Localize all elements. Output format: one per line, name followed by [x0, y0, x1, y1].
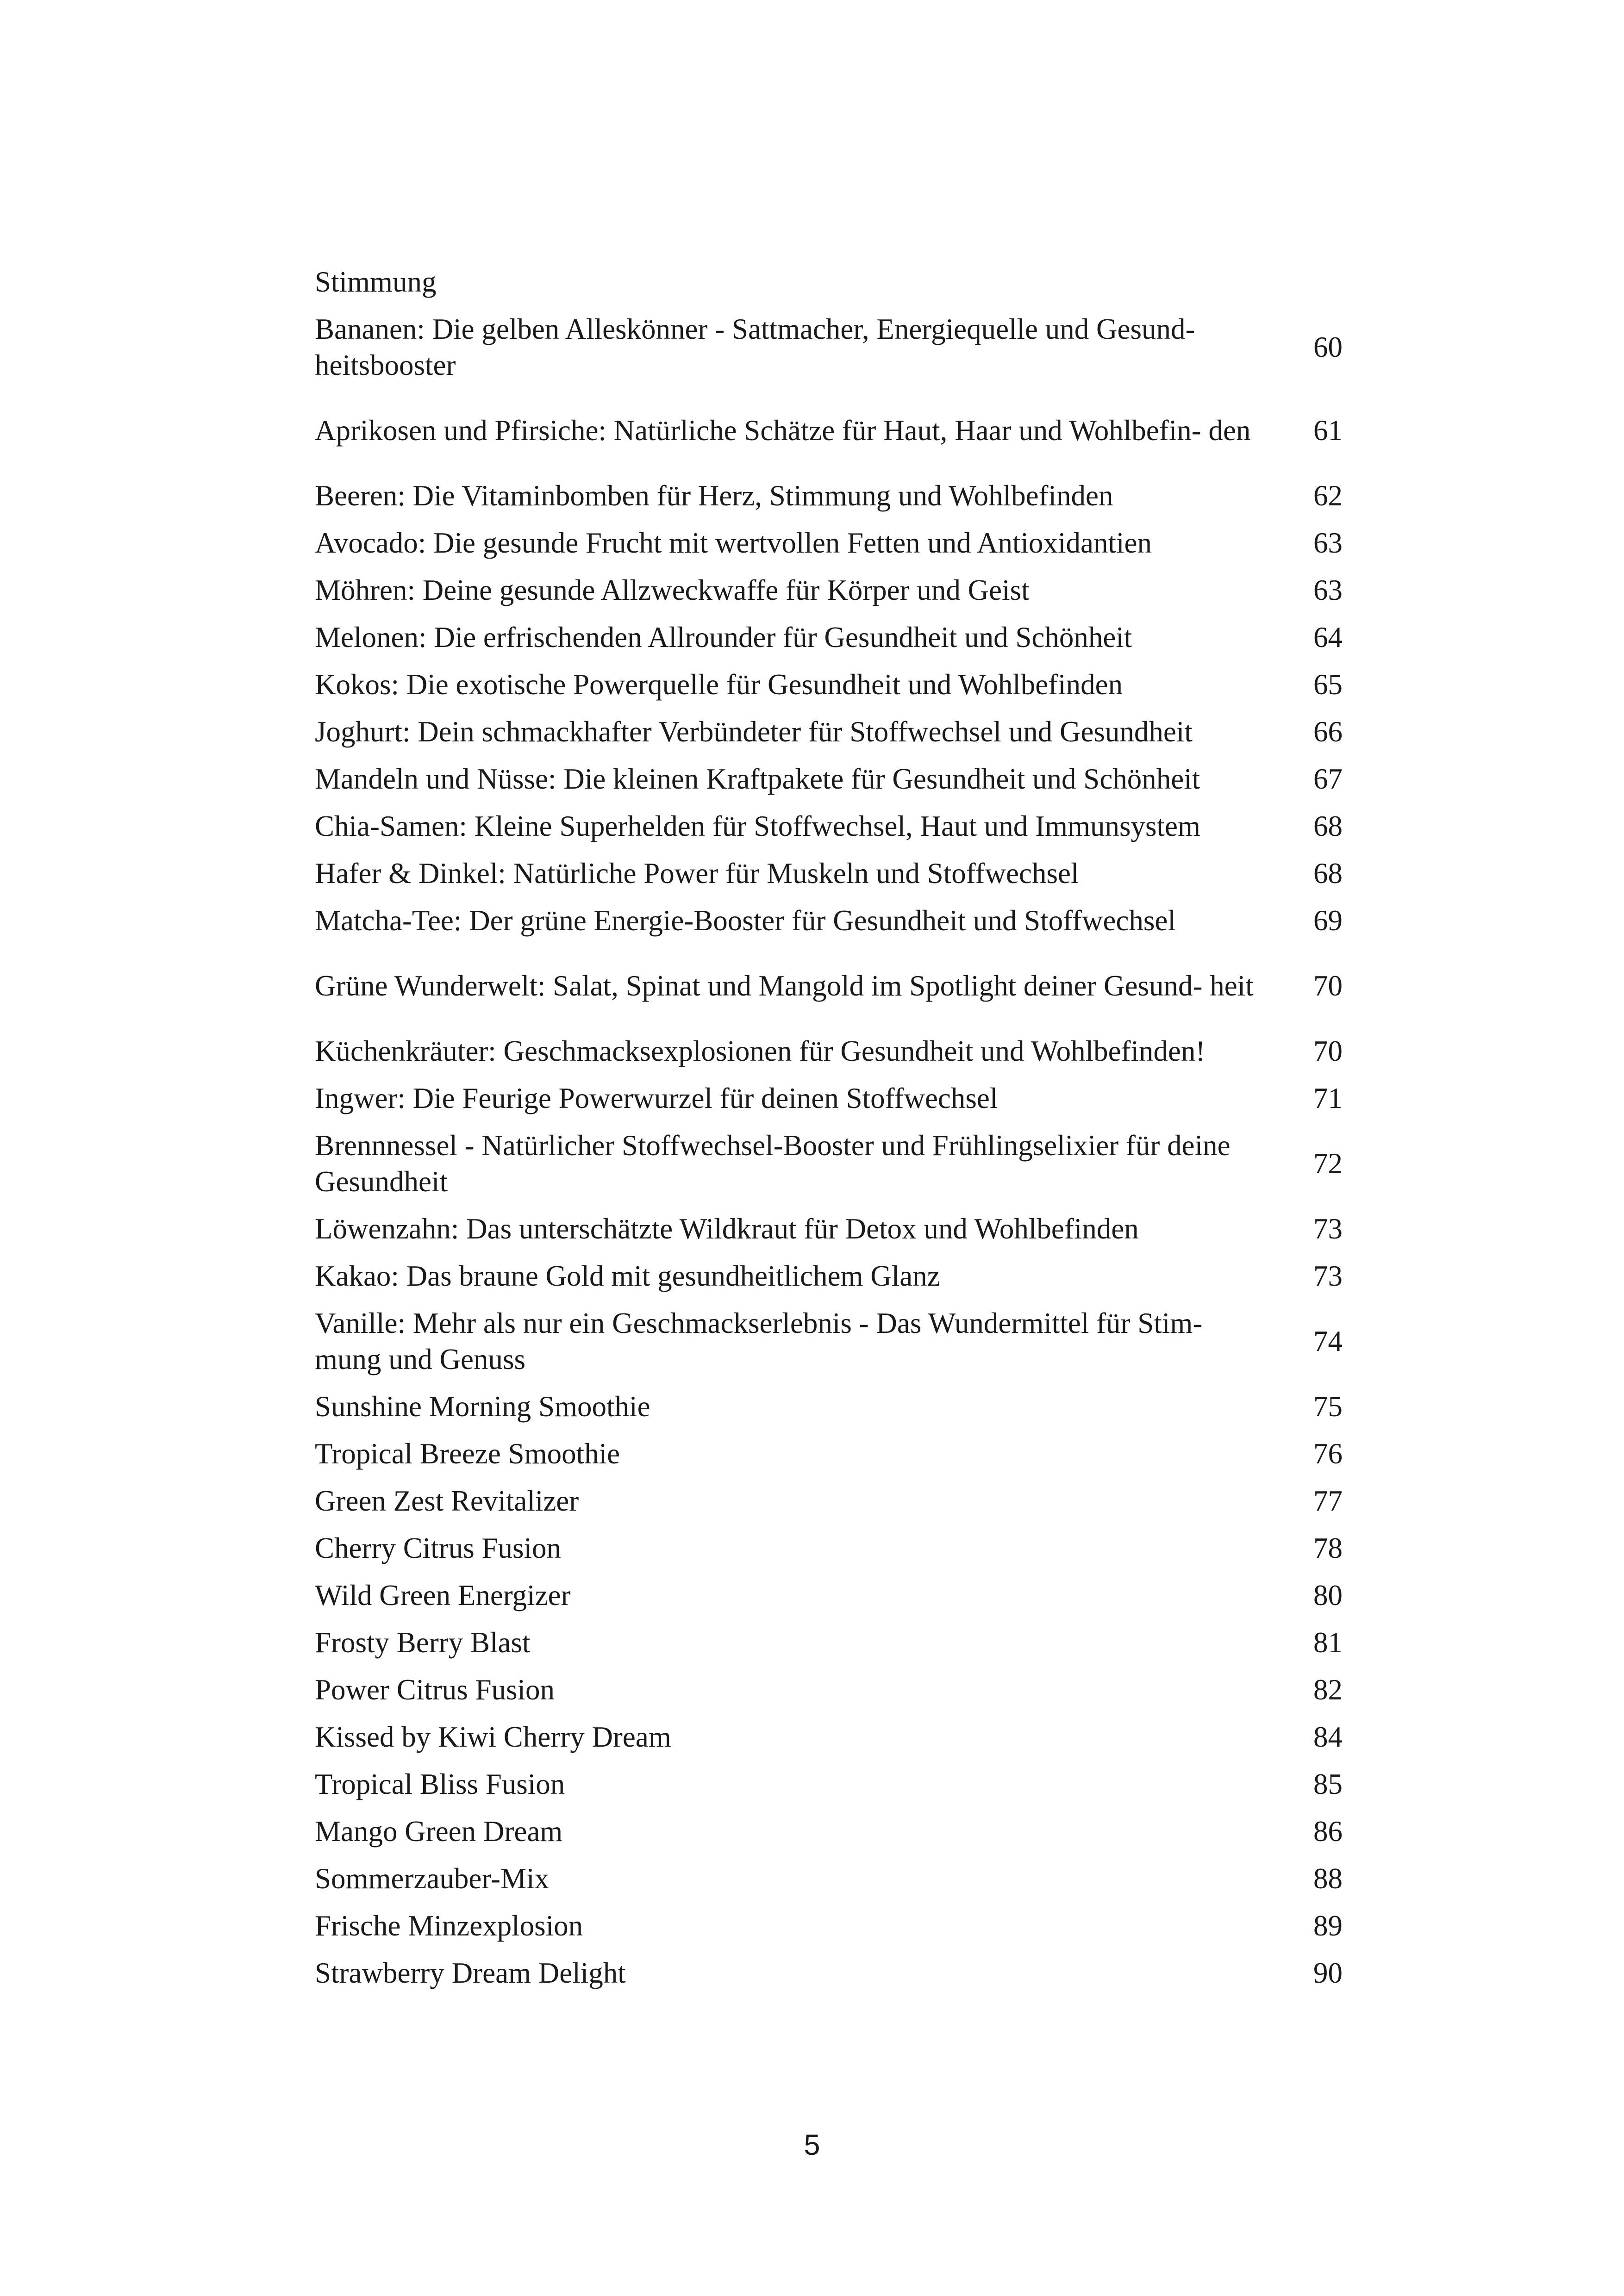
toc-entry-title: Küchenkräuter: Geschmacksexplosionen für Gesundheit und Wohlbefinden!	[315, 1035, 1206, 1067]
toc-entry	[315, 1258, 1343, 1294]
toc-entry	[315, 619, 1343, 655]
toc-entry	[315, 902, 1343, 939]
toc-entry-page: 81	[1313, 1626, 1343, 1659]
toc-entry-title: Hafer & Dinkel: Natürliche Power für Muskeln und Stoffwechsel	[315, 857, 1079, 890]
toc-entry-title: Ingwer: Die Feurige Powerwurzel für deinen Stoffwechsel	[315, 1082, 998, 1114]
toc-entry-title: Vanille: Mehr als nur ein Geschmackserlebnis - Das Wundermittel für Stim- mung und Genuss	[315, 1307, 1203, 1375]
toc-entry	[315, 1127, 1343, 1200]
toc-entry-page: 86	[1313, 1815, 1343, 1848]
toc-entry-title: Grüne Wunderwelt: Salat, Spinat und Mangold im Spotlight deiner Gesund- heit	[315, 970, 1254, 1002]
toc-entry-title: Strawberry Dream Delight	[315, 1957, 626, 1989]
toc-entry	[315, 1624, 1343, 1661]
toc-entry-page: 90	[1313, 1957, 1343, 1989]
toc-entry-page: 66	[1313, 716, 1343, 748]
toc-entry	[315, 394, 1343, 467]
toc-entry-title: Power Citrus Fusion	[315, 1674, 555, 1706]
toc-entry-page: 89	[1313, 1910, 1343, 1942]
toc-entry-title: Joghurt: Dein schmackhafter Verbündeter für Stoffwechsel und Gesundheit	[315, 716, 1193, 748]
toc-entry	[315, 808, 1343, 844]
toc-entry	[315, 855, 1343, 891]
toc-entry-page: 65	[1313, 668, 1343, 701]
toc-entry-page: 62	[1313, 479, 1343, 512]
toc-entry-title: Löwenzahn: Das unterschätzte Wildkraut für Detox und Wohlbefinden	[315, 1213, 1139, 1245]
toc-entry-page: 73	[1313, 1213, 1343, 1245]
toc-entry-title: Tropical Breeze Smoothie	[315, 1437, 620, 1470]
toc-entry-title: Kokos: Die exotische Powerquelle für Gesundheit und Wohlbefinden	[315, 668, 1123, 701]
table-of-contents	[315, 264, 1343, 2002]
toc-entry-title: Sommerzauber-Mix	[315, 1862, 550, 1895]
toc-entry-title: Chia-Samen: Kleine Superhelden für Stoffwechsel, Haut und Immunsystem	[315, 810, 1200, 842]
toc-entry-title: Bananen: Die gelben Alleskönner - Sattmacher, Energiequelle und Gesund- heitsbooster	[315, 313, 1195, 381]
toc-entry	[315, 1955, 1343, 1991]
toc-entry	[315, 1033, 1343, 1069]
toc-entry	[315, 1483, 1343, 1519]
toc-entry-page: 76	[1313, 1437, 1343, 1470]
toc-entry-page: 67	[1313, 763, 1343, 795]
toc-entry-title: Avocado: Die gesunde Frucht mit wertvollen Fetten und Antioxidantien	[315, 527, 1152, 559]
toc-entry-title: Green Zest Revitalizer	[315, 1485, 579, 1517]
toc-entry	[315, 478, 1343, 514]
toc-entry	[315, 1577, 1343, 1613]
toc-entry	[315, 1388, 1343, 1425]
toc-entry-page: 77	[1313, 1485, 1343, 1517]
page-number: 5	[804, 2129, 820, 2161]
toc-entry-page: 80	[1313, 1579, 1343, 1612]
toc-entry-page: 63	[1313, 574, 1343, 606]
toc-entry-page: 68	[1313, 857, 1343, 890]
toc-entry-title: Mango Green Dream	[315, 1815, 563, 1848]
toc-entry-title: Mandeln und Nüsse: Die kleinen Kraftpakete für Gesundheit und Schönheit	[315, 763, 1200, 795]
toc-entry-title: Sunshine Morning Smoothie	[315, 1390, 650, 1423]
toc-entry-page: 74	[1313, 1325, 1343, 1357]
toc-entry-page: 75	[1313, 1390, 1343, 1423]
toc-entry-page: 68	[1313, 810, 1343, 842]
toc-entry	[315, 714, 1343, 750]
toc-entry-title: Melonen: Die erfrischenden Allrounder für Gesundheit und Schönheit	[315, 621, 1132, 653]
toc-entry-page: 69	[1313, 904, 1343, 937]
toc-entry	[315, 1860, 1343, 1897]
toc-entry	[315, 1436, 1343, 1472]
toc-entry-page: 63	[1313, 527, 1343, 559]
toc-entry-title: Tropical Bliss Fusion	[315, 1768, 565, 1800]
toc-continued-text: Stimmung	[315, 266, 437, 298]
toc-entry-page: 78	[1313, 1532, 1343, 1564]
toc-entry	[315, 1672, 1343, 1708]
toc-entry	[315, 1766, 1343, 1802]
toc-entry-page: 70	[1313, 970, 1343, 1002]
toc-entry-page: 84	[1313, 1721, 1343, 1753]
toc-entry-page: 82	[1313, 1674, 1343, 1706]
toc-entry-title: Cherry Citrus Fusion	[315, 1532, 562, 1564]
toc-entry-title: Aprikosen und Pfirsiche: Natürliche Schätze für Haut, Haar und Wohlbefin- den	[315, 414, 1251, 447]
toc-entry-title: Brennnessel - Natürlicher Stoffwechsel-Booster und Frühlingselixier für deine Gesundheit	[315, 1129, 1230, 1198]
toc-entry-title: Kissed by Kiwi Cherry Dream	[315, 1721, 671, 1753]
toc-entry	[315, 666, 1343, 703]
toc-entry	[315, 311, 1343, 383]
toc-entry-title: Frosty Berry Blast	[315, 1626, 531, 1659]
toc-entry	[315, 950, 1343, 1022]
toc-entry	[315, 1530, 1343, 1566]
toc-entry	[315, 761, 1343, 797]
toc-entry	[315, 1211, 1343, 1247]
toc-entry	[315, 1080, 1343, 1116]
toc-entry-page: 72	[1313, 1147, 1343, 1180]
toc-entry-title: Kakao: Das braune Gold mit gesundheitlichem Glanz	[315, 1260, 940, 1292]
toc-entry	[315, 525, 1343, 561]
toc-entry-page: 85	[1313, 1768, 1343, 1800]
toc-entry-page: 64	[1313, 621, 1343, 653]
toc-entry-title: Möhren: Deine gesunde Allzweckwaffe für Körper und Geist	[315, 574, 1030, 606]
toc-entry-page: 60	[1313, 331, 1343, 363]
toc-entry-title: Frische Minzexplosion	[315, 1910, 583, 1942]
toc-entry-page: 61	[1313, 414, 1343, 447]
toc-entry	[315, 572, 1343, 608]
toc-entry-page: 88	[1313, 1862, 1343, 1895]
toc-entry-title: Beeren: Die Vitaminbomben für Herz, Stimmung und Wohlbefinden	[315, 479, 1113, 512]
toc-entry-title: Matcha-Tee: Der grüne Energie-Booster für Gesundheit und Stoffwechsel	[315, 904, 1176, 937]
toc-entry-page: 70	[1313, 1035, 1343, 1067]
toc-entry	[315, 1719, 1343, 1755]
toc-entry	[315, 1908, 1343, 1944]
toc-entry	[315, 1813, 1343, 1849]
toc-entry-page: 73	[1313, 1260, 1343, 1292]
toc-entry-page: 71	[1313, 1082, 1343, 1114]
toc-entry	[315, 1305, 1343, 1377]
toc-entry-title: Wild Green Energizer	[315, 1579, 571, 1612]
